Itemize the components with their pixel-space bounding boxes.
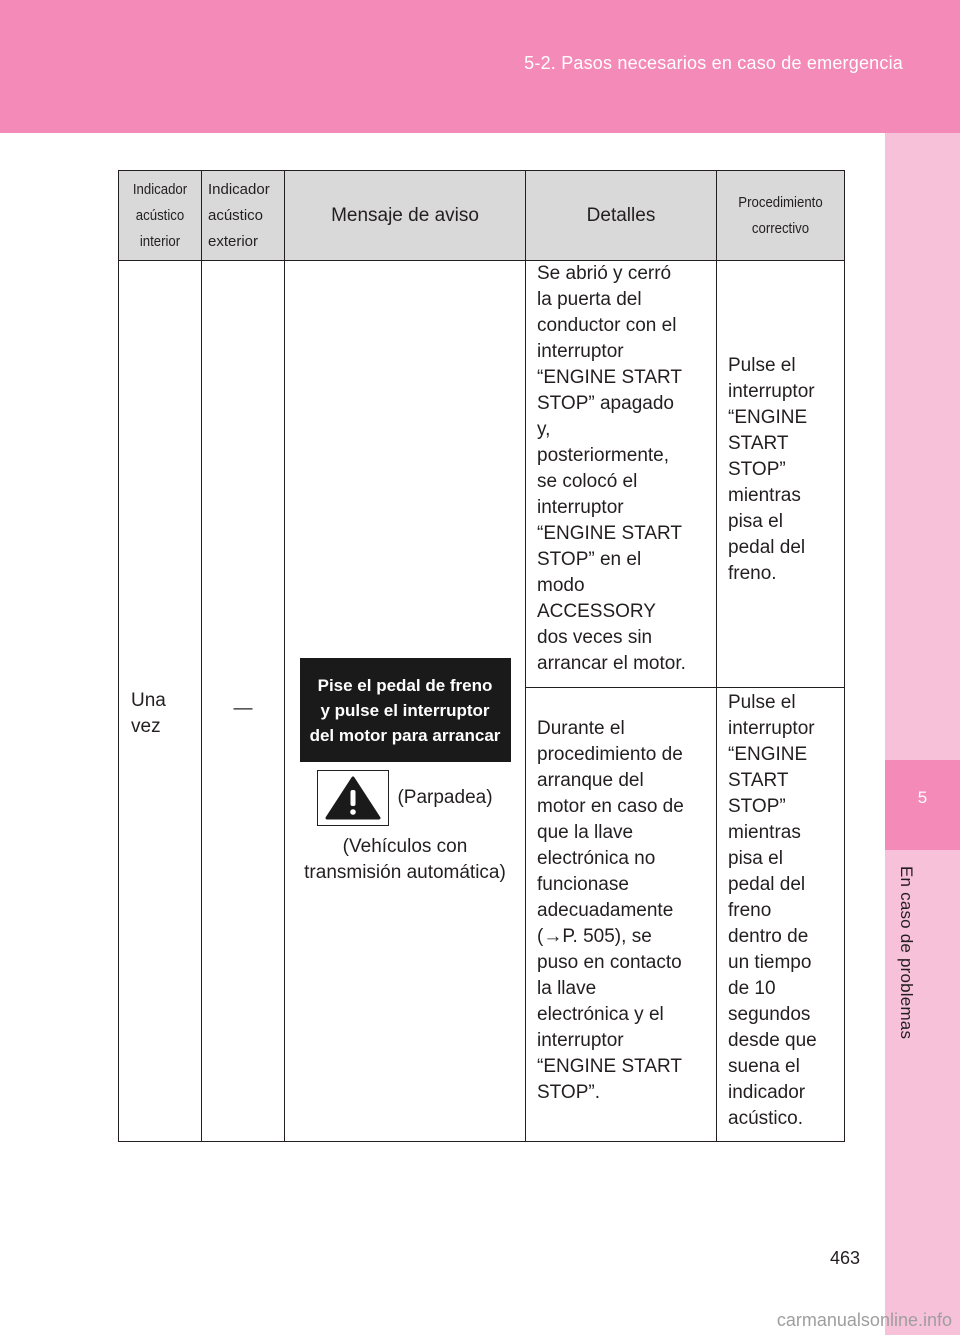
page-number: 463	[830, 1248, 861, 1268]
display-line: Pise el pedal de freno	[317, 675, 493, 695]
blink-note: (Parpadea)	[397, 787, 493, 808]
procedure-line: dentro de	[728, 926, 809, 947]
header-warning-message: Mensaje de aviso	[285, 171, 526, 261]
detail-line: y,	[537, 419, 551, 440]
detail-line: interruptor	[537, 1030, 624, 1051]
procedure-cell	[717, 261, 845, 688]
procedure-line: STOP”	[728, 796, 786, 817]
header-corrective-procedure	[717, 171, 845, 261]
detail-line: ACCESSORY	[537, 601, 656, 622]
details-cell	[526, 688, 717, 1142]
dash-mark: —	[233, 698, 253, 719]
procedure-line: acústico.	[728, 1108, 803, 1129]
header-interior-buzzer	[119, 171, 202, 261]
buzzer-text-line: vez	[131, 716, 161, 737]
exterior-buzzer-cell	[202, 261, 285, 1142]
detail-line: electrónica no	[537, 848, 656, 869]
detail-line: Durante el	[537, 718, 625, 739]
procedure-line: segundos	[728, 1004, 811, 1025]
header-line: correctivo	[751, 219, 810, 237]
procedure-line: indicador	[728, 1082, 806, 1103]
procedure-line: interruptor	[728, 381, 815, 402]
display-message	[300, 658, 511, 762]
detail-line: Se abrió y cerró	[537, 263, 672, 284]
detail-line: STOP” apagado	[537, 393, 674, 414]
warning-table	[118, 170, 845, 1142]
vehicle-line: transmisión automática)	[304, 862, 506, 883]
procedure-line: “ENGINE	[728, 744, 808, 765]
procedure-line: START	[728, 433, 789, 454]
procedure-line: freno.	[728, 563, 777, 584]
detail-line: posteriormente,	[537, 445, 670, 466]
detail-line: la llave	[537, 978, 597, 999]
chapter-label: En caso de problemas	[897, 866, 916, 1040]
buzzer-text-line: Una	[131, 690, 166, 711]
procedure-line: desde que	[728, 1030, 817, 1051]
details-cell	[526, 261, 717, 688]
procedure-line: “ENGINE	[728, 407, 808, 428]
warning-message-cell	[285, 261, 526, 1142]
vehicle-line: (Vehículos con	[342, 836, 468, 857]
procedure-line: freno	[728, 900, 772, 921]
procedure-line: mientras	[728, 485, 801, 506]
detail-line: “ENGINE START	[537, 367, 682, 388]
procedure-line: Pulse el	[728, 692, 796, 713]
header-line: interior	[139, 232, 181, 250]
procedure-line: pisa el	[728, 848, 783, 869]
chapter-side-tab	[885, 133, 960, 1335]
header-line: Indicador	[132, 180, 188, 198]
detail-line: arrancar el motor.	[537, 653, 686, 674]
display-line: y pulse el interruptor	[320, 700, 490, 720]
detail-line: (→P. 505), se	[537, 926, 652, 947]
detail-line: modo	[537, 575, 585, 596]
detail-line: electrónica y el	[537, 1004, 664, 1025]
procedure-line: STOP”	[728, 459, 786, 480]
vehicle-note	[304, 834, 506, 886]
detail-line: funcionase	[537, 874, 629, 895]
detail-line: arranque del	[537, 770, 644, 791]
detail-line: interruptor	[537, 341, 624, 362]
header-line: Procedimiento	[738, 193, 823, 211]
procedure-line: pedal del	[728, 874, 806, 895]
procedure-line: suena el	[728, 1056, 800, 1077]
warning-triangle-icon	[317, 770, 389, 826]
detail-line: la puerta del	[537, 289, 642, 310]
procedure-line: mientras	[728, 822, 801, 843]
header-details: Detalles	[526, 171, 717, 261]
header-line: exterior	[208, 232, 259, 250]
detail-line: “ENGINE START	[537, 1056, 682, 1077]
detail-line: STOP” en el	[537, 549, 642, 570]
watermark: carmanualsonline.info	[776, 1310, 952, 1330]
header-line: acústico	[135, 206, 185, 224]
procedure-line: Pulse el	[728, 355, 796, 376]
detail-line: que la llave	[537, 822, 634, 843]
chapter-number: 5	[917, 788, 928, 807]
header-line: acústico	[208, 206, 264, 224]
procedure-cell	[717, 688, 845, 1142]
header-exterior-buzzer	[202, 171, 285, 261]
display-line: del motor para arrancar	[309, 725, 501, 745]
procedure-line: pedal del	[728, 537, 806, 558]
table-row	[119, 261, 845, 688]
procedure-line: interruptor	[728, 718, 815, 739]
table-header-row	[119, 171, 845, 261]
procedure-line: START	[728, 770, 789, 791]
section-title: 5-2. Pasos necesarios en caso de emergencia	[524, 53, 903, 73]
procedure-line: de 10	[728, 978, 776, 999]
detail-line: adecuadamente	[537, 900, 674, 921]
detail-line: se colocó el	[537, 471, 638, 492]
header-line: Indicador	[208, 180, 270, 198]
interior-buzzer-cell	[119, 261, 202, 1142]
detail-line: interruptor	[537, 497, 624, 518]
detail-line: conductor con el	[537, 315, 677, 336]
procedure-line: un tiempo	[728, 952, 812, 973]
detail-line: procedimiento de	[537, 744, 683, 765]
detail-line: STOP”.	[537, 1082, 600, 1103]
procedure-line: pisa el	[728, 511, 783, 532]
detail-line: “ENGINE START	[537, 523, 682, 544]
detail-line: puso en contacto	[537, 952, 682, 973]
detail-line: dos veces sin	[537, 627, 653, 648]
detail-line: motor en caso de	[537, 796, 684, 817]
